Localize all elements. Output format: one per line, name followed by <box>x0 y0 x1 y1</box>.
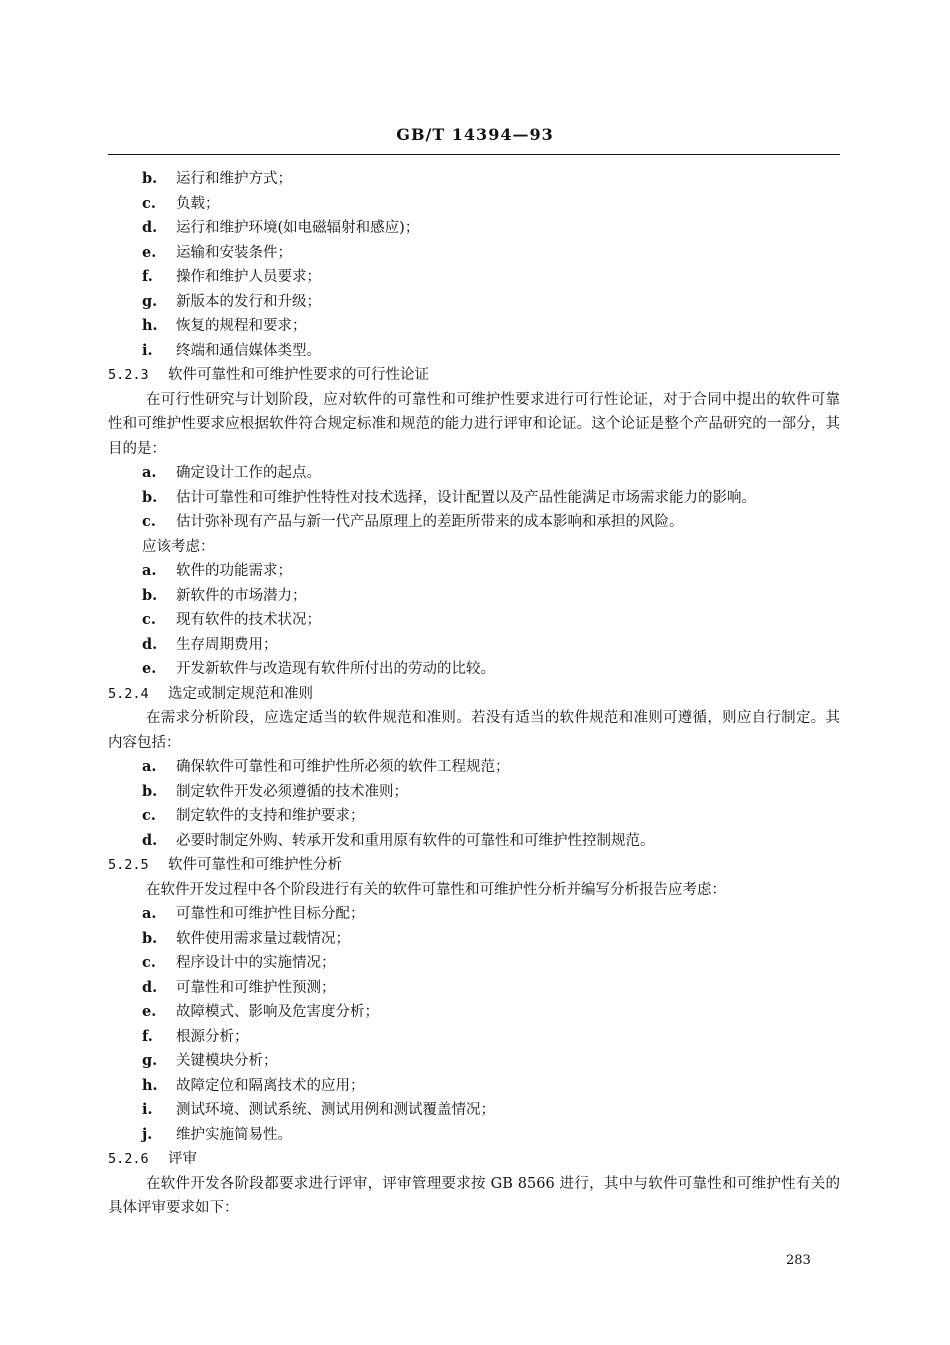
list-marker: d. <box>142 635 158 653</box>
list-marker: e. <box>142 243 157 261</box>
list-item-text: 软件的功能需求； <box>176 563 292 579</box>
list-item <box>108 167 840 192</box>
list-item <box>108 290 840 315</box>
list-item <box>108 461 840 486</box>
list-marker: b. <box>142 929 158 947</box>
list-item-text: 测试环境、测试系统、测试用例和测试覆盖情况； <box>176 1102 495 1118</box>
list-item-text: 估计弥补现有产品与新一代产品原理上的差距所带来的成本影响和承担的风险。 <box>176 514 684 530</box>
section-5-2-3-paragraph: 在可行性研究与计划阶段，应对软件的可靠性和可维护性要求进行可行性论证，对于合同中提出的软件可靠性和可维护性要求应根据软件符合规定标准和规范的能力进行评审和论证。这个论证是整个产品研究的一部分，其目的是： <box>108 391 840 457</box>
list-item <box>108 633 840 658</box>
list-marker: c. <box>142 954 156 971</box>
list-marker: b. <box>142 586 158 604</box>
list-item-text: 维护实施简易性。 <box>176 1126 292 1143</box>
list-item-text: 制定软件的支持和维护要求； <box>176 808 365 824</box>
list-item-text: 必要时制定外购、转承开发和重用原有软件的可靠性和可维护性控制规范。 <box>176 832 655 849</box>
purpose-list <box>108 461 840 535</box>
list-item-text: 运行和维护环境(如电磁辐射和感应)； <box>176 220 420 236</box>
list-item <box>108 1049 840 1074</box>
list-item <box>108 241 840 266</box>
list-marker: i. <box>142 341 153 359</box>
list-marker: a. <box>142 758 157 775</box>
list-marker: e. <box>142 1003 157 1020</box>
section-5-2-4-paragraph: 在需求分析阶段，应选定适当的软件规范和准则。若没有适当的软件规范和准则可遵循，则应自行制定。其内容包括： <box>108 710 840 751</box>
page-number: 283 <box>786 1253 811 1268</box>
list-marker: c. <box>142 194 156 212</box>
page-body <box>108 167 840 1221</box>
list-marker: f. <box>142 268 153 285</box>
list-item-text: 开发新软件与改造现有软件所付出的劳动的比较。 <box>176 661 495 677</box>
list-marker: g. <box>142 292 158 310</box>
list-item-text: 可靠性和可维护性预测； <box>176 979 336 996</box>
list-item <box>108 216 840 241</box>
list-marker: d. <box>142 978 158 996</box>
consideration-list <box>108 559 840 682</box>
standard-header: GB/T 14394—93 <box>396 125 554 144</box>
section-5-2-5-paragraph: 在软件开发过程中各个阶段进行有关的软件可靠性和可维护性分析并编写分析报告应考虑： <box>146 881 726 898</box>
list-item <box>108 584 840 609</box>
list-marker: b. <box>142 782 158 800</box>
list-item <box>108 1123 840 1148</box>
section-title: 评审 <box>168 1151 197 1167</box>
list-marker: i. <box>142 1101 153 1118</box>
list-item-text: 恢复的规程和要求； <box>176 318 307 334</box>
list-marker: a. <box>142 464 157 481</box>
list-item <box>108 1098 840 1123</box>
list-item-text: 运行和维护方式； <box>176 171 292 187</box>
consider-label: 应该考虑： <box>142 538 215 555</box>
list-item <box>108 804 840 829</box>
list-item-text: 运输和安装条件； <box>176 244 292 261</box>
list-item <box>108 608 840 633</box>
list-marker: c. <box>142 807 156 824</box>
section-number: 5.2.5 <box>108 857 149 873</box>
list-item-text: 程序设计中的实施情况； <box>176 955 336 971</box>
list-item-text: 软件使用需求量过载情况； <box>176 930 350 947</box>
list-item-text: 可靠性和可维护性目标分配； <box>176 906 365 922</box>
section-5-2-6-heading <box>108 1147 840 1172</box>
requirements-list <box>108 167 840 363</box>
list-item-text: 新版本的发行和升级； <box>176 293 321 310</box>
list-marker: a. <box>142 562 157 579</box>
list-item-text: 故障定位和隔离技术的应用； <box>176 1077 365 1094</box>
list-item <box>108 339 840 364</box>
list-item <box>108 755 840 780</box>
section-5-2-6-paragraph: 在软件开发各阶段都要求进行评审，评审管理要求按 GB 8566 进行，其中与软件可靠性和可维护性有关的具体评审要求如下： <box>108 1175 840 1216</box>
list-marker: e. <box>142 660 157 677</box>
list-item <box>108 559 840 584</box>
list-item <box>108 1074 840 1099</box>
list-item <box>108 829 840 854</box>
section-number: 5.2.6 <box>108 1151 149 1167</box>
list-marker: f. <box>142 1027 153 1045</box>
list-item-text: 现有软件的技术状况； <box>176 612 321 628</box>
list-item-text: 生存周期费用； <box>176 636 278 653</box>
list-item-text: 新软件的市场潜力； <box>176 587 307 604</box>
list-item-text: 根源分析； <box>176 1028 249 1045</box>
list-marker: g. <box>142 1052 158 1069</box>
list-item <box>108 951 840 976</box>
list-item <box>108 780 840 805</box>
analysis-list <box>108 902 840 1147</box>
list-marker: c. <box>142 513 156 530</box>
list-item <box>108 192 840 217</box>
list-item <box>108 657 840 682</box>
list-marker: j. <box>142 1125 153 1143</box>
list-item <box>108 486 840 511</box>
section-5-2-4-heading <box>108 682 840 707</box>
section-number: 5.2.3 <box>108 367 149 383</box>
specification-list <box>108 755 840 853</box>
list-item-text: 制定软件开发必须遵循的技术准则； <box>176 783 408 800</box>
list-item <box>108 265 840 290</box>
list-item <box>108 902 840 927</box>
section-number: 5.2.4 <box>108 685 149 702</box>
list-item-text: 操作和维护人员要求； <box>176 269 321 285</box>
list-item <box>108 314 840 339</box>
list-item <box>108 1025 840 1050</box>
list-marker: c. <box>142 611 156 628</box>
list-item <box>108 1000 840 1025</box>
list-item-text: 关键模块分析； <box>176 1053 278 1069</box>
list-item-text: 终端和通信媒体类型。 <box>176 342 321 359</box>
list-item-text: 负载； <box>176 195 220 212</box>
section-title: 选定或制定规范和准则 <box>168 685 313 702</box>
list-marker: b. <box>142 488 158 506</box>
list-marker: h. <box>142 317 158 334</box>
list-item-text: 估计可靠性和可维护性特性对技术选择，设计配置以及产品性能满足市场需求能力的影响。 <box>176 489 756 506</box>
list-marker: h. <box>142 1076 158 1094</box>
list-marker: d. <box>142 219 158 236</box>
list-marker: b. <box>142 170 158 187</box>
list-item-text: 确定设计工作的起点。 <box>176 465 321 481</box>
list-item <box>108 510 840 535</box>
list-item <box>108 976 840 1001</box>
list-marker: d. <box>142 831 158 849</box>
list-item-text: 故障模式、影响及危害度分析； <box>176 1004 379 1020</box>
list-item <box>108 927 840 952</box>
header-rule <box>108 154 840 155</box>
list-item-text: 确保软件可靠性和可维护性所必须的软件工程规范； <box>176 759 510 775</box>
section-title: 软件可靠性和可维护性要求的可行性论证 <box>168 367 429 383</box>
section-5-2-3-heading <box>108 363 840 388</box>
list-marker: a. <box>142 905 157 922</box>
section-title: 软件可靠性和可维护性分析 <box>168 857 342 873</box>
section-5-2-5-heading <box>108 853 840 878</box>
